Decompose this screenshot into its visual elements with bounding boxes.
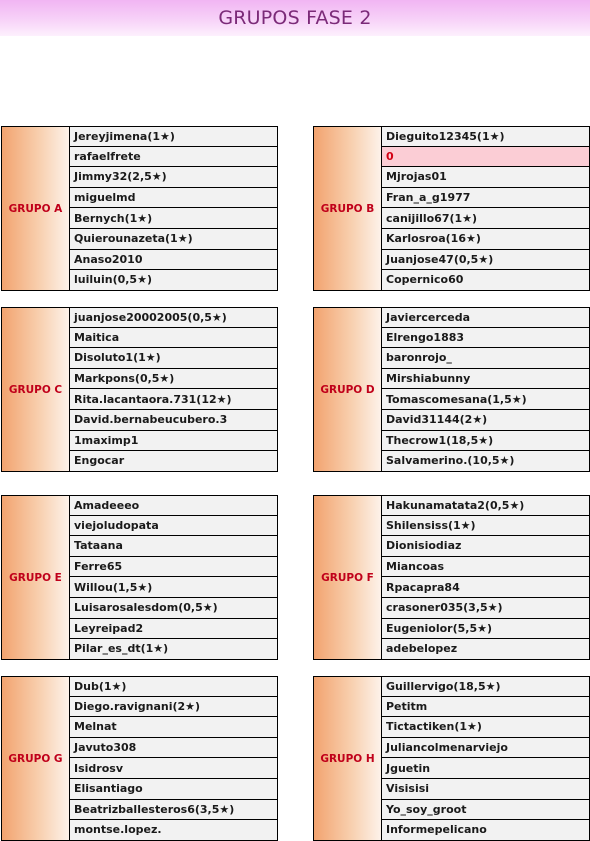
player-row: Hakunamatata2(0,5★): [382, 495, 590, 516]
player-row: Diego.ravignani(2★): [70, 697, 278, 718]
player-row: Leyreipad2: [70, 619, 278, 640]
player-row: juanjose20002005(0,5★): [70, 307, 278, 328]
player-row: miguelmd: [70, 188, 278, 209]
group-c: [1, 307, 278, 472]
player-list: [382, 307, 590, 472]
player-list: [70, 676, 278, 841]
player-row: Maitica: [70, 328, 278, 349]
group-label: GRUPO D: [313, 307, 382, 472]
page-title: GRUPOS FASE 2: [218, 7, 372, 29]
player-row: viejoludopata: [70, 516, 278, 537]
player-row: Visisisi: [382, 779, 590, 800]
group-e: [1, 495, 278, 660]
player-row: Engocar: [70, 451, 278, 472]
player-row-empty: 0: [382, 147, 590, 168]
player-row: Disoluto1(1★): [70, 348, 278, 369]
player-row: Rita.lacantaora.731(12★): [70, 389, 278, 410]
player-row: Thecrow1(18,5★): [382, 431, 590, 452]
player-row: Informepelicano: [382, 820, 590, 841]
player-row: Dieguito12345(1★): [382, 126, 590, 147]
group-label: GRUPO F: [313, 495, 382, 660]
player-row: David31144(2★): [382, 410, 590, 431]
player-row: Juliancolmenarviejo: [382, 738, 590, 759]
player-row: Javuto308: [70, 738, 278, 759]
player-row: Juanjose47(0,5★): [382, 250, 590, 271]
player-row: rafaelfrete: [70, 147, 278, 168]
title-banner: [0, 0, 590, 36]
player-row: Yo_soy_groot: [382, 800, 590, 821]
player-row: Isidrosv: [70, 758, 278, 779]
player-row: Fran_a_g1977: [382, 188, 590, 209]
player-row: Elrengo1883: [382, 328, 590, 349]
player-row: Luisarosalesdom(0,5★): [70, 598, 278, 619]
player-row: Dionisiodiaz: [382, 536, 590, 557]
player-row: Copernico60: [382, 270, 590, 291]
player-row: Melnat: [70, 717, 278, 738]
player-row: Pilar_es_dt(1★): [70, 639, 278, 660]
group-label: GRUPO E: [1, 495, 70, 660]
player-list: [70, 126, 278, 291]
group-label: GRUPO G: [1, 676, 70, 841]
group-f: [313, 495, 590, 660]
player-row: adebelopez: [382, 639, 590, 660]
group-label: GRUPO H: [313, 676, 382, 841]
player-row: Anaso2010: [70, 250, 278, 271]
player-row: Amadeeeo: [70, 495, 278, 516]
player-list: [382, 126, 590, 291]
player-row: Miancoas: [382, 557, 590, 578]
player-row: Petitm: [382, 697, 590, 718]
player-row: luiluin(0,5★): [70, 270, 278, 291]
group-label: GRUPO B: [313, 126, 382, 291]
player-list: [70, 495, 278, 660]
player-row: canijillo67(1★): [382, 208, 590, 229]
group-b: [313, 126, 590, 291]
player-row: Dub(1★): [70, 676, 278, 697]
player-row: Guillervigo(18,5★): [382, 676, 590, 697]
player-row: Rpacapra84: [382, 577, 590, 598]
player-row: montse.lopez.: [70, 820, 278, 841]
player-row: Shilensiss(1★): [382, 516, 590, 537]
group-d: [313, 307, 590, 472]
player-row: baronrojo_: [382, 348, 590, 369]
group-h: [313, 676, 590, 841]
group-g: [1, 676, 278, 841]
player-list: [382, 676, 590, 841]
player-row: Jimmy32(2,5★): [70, 167, 278, 188]
player-row: Quierounazeta(1★): [70, 229, 278, 250]
player-row: Mjrojas01: [382, 167, 590, 188]
player-row: Tictactiken(1★): [382, 717, 590, 738]
player-row: Bernych(1★): [70, 208, 278, 229]
player-row: Jguetin: [382, 758, 590, 779]
player-row: Tataana: [70, 536, 278, 557]
player-list: [382, 495, 590, 660]
player-row: Elisantiago: [70, 779, 278, 800]
player-row: Eugeniolor(5,5★): [382, 619, 590, 640]
player-row: Jereyjimena(1★): [70, 126, 278, 147]
player-row: Javiercerceda: [382, 307, 590, 328]
player-row: 1maximp1: [70, 431, 278, 452]
player-row: Ferre65: [70, 557, 278, 578]
player-row: Markpons(0,5★): [70, 369, 278, 390]
player-row: Mirshiabunny: [382, 369, 590, 390]
player-row: David.bernabeucubero.3: [70, 410, 278, 431]
player-row: Beatrizballesteros6(3,5★): [70, 800, 278, 821]
group-label: GRUPO C: [1, 307, 70, 472]
player-list: [70, 307, 278, 472]
player-row: Tomascomesana(1,5★): [382, 389, 590, 410]
group-a: [1, 126, 278, 291]
player-row: Willou(1,5★): [70, 577, 278, 598]
player-row: crasoner035(3,5★): [382, 598, 590, 619]
player-row: Karlosroa(16★): [382, 229, 590, 250]
group-label: GRUPO A: [1, 126, 70, 291]
player-row: Salvamerino.(10,5★): [382, 451, 590, 472]
